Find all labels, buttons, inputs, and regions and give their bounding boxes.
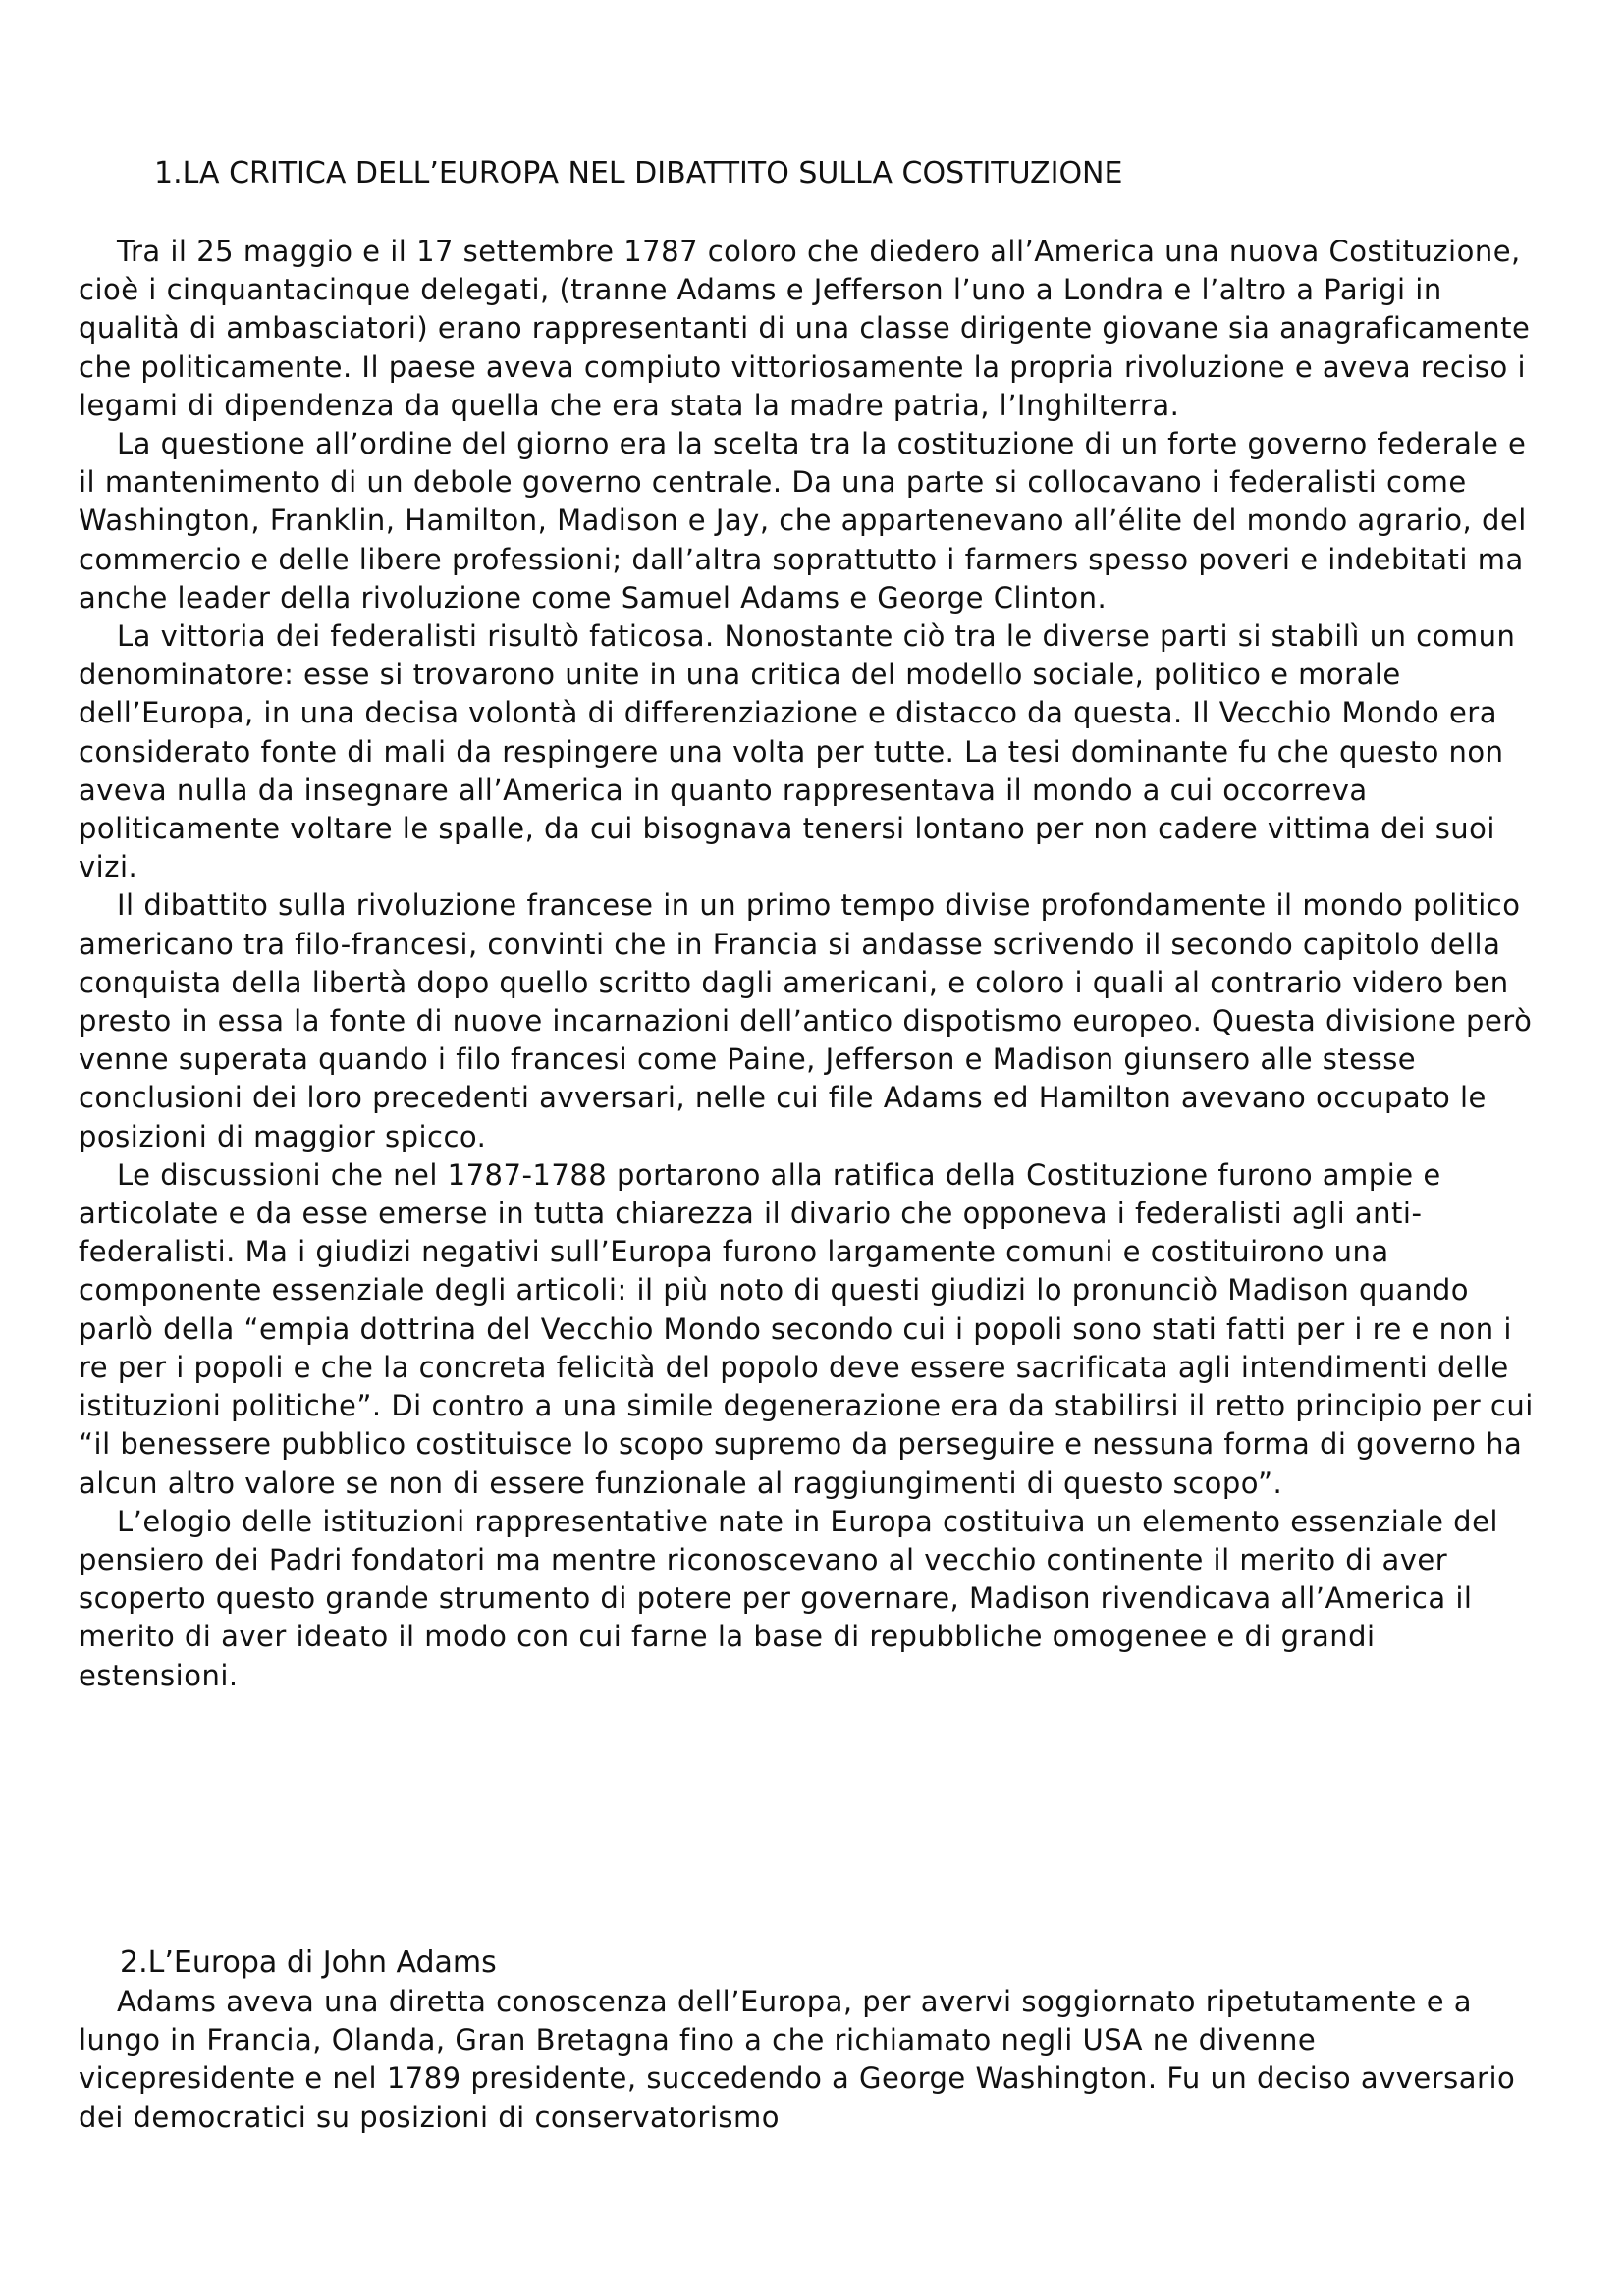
section-2-heading: 2.L’Europa di John Adams (120, 1946, 497, 1980)
paragraph: La questione all’ordine del giorno era la scelta tra la costituzione di un forte governo federale e il mantenimento di un debole governo centrale. Da una parte si collocavano i federalisti come Washington, Franklin, Hamilton, Madison e Jay, che appartenevano all’élite del mondo agrario, del commercio e delle libere professioni; dall’altra soprattutto i farmers spesso poveri e indebitati ma anche leader della rivoluzione come Samuel Adams e George Clinton. (79, 427, 1527, 614)
section-2 (79, 1944, 1542, 2137)
section-1-heading: 1.LA CRITICA DELL’EUROPA NEL DIBATTITO SULLA COSTITUZIONE (154, 156, 1123, 190)
section-1-body (79, 233, 1542, 1695)
paragraph: Le discussioni che nel 1787-1788 portarono alla ratifica della Costituzione furono ampie e articolate e da esse emerse in tutta chiarezza il divario che opponeva i federalisti agli anti-federalisti. Ma i giudizi negativi sull’Europa furono largamente comuni e costituirono una componente essenziale degli articoli: il più noto di questi giudizi lo pronunciò Madison quando parlò della “empia dottrina del Vecchio Mondo secondo cui i popoli sono stati fatti per i re e non i re per i popoli e che la concreta felicità del popolo deve essere sacrificata agli intendimenti delle istituzioni politiche”. Di contro a una simile degenerazione era da stabilirsi il retto principio per cui “il benessere pubblico costituisce lo scopo supremo da perseguire e nessuna forma di governo ha alcun altro valore se non di essere funzionale al raggiungimenti di questo scopo”. (79, 1157, 1534, 1500)
paragraph: Il dibattito sulla rivoluzione francese in un primo tempo divise profondamente il mondo politico americano tra filo-francesi, convinti che in Francia si andasse scrivendo il secondo capitolo della conquista della libertà dopo quello scritto dagli americani, e coloro i quali al contrario videro ben presto in essa la fonte di nuove incarnazioni dell’antico dispotismo europeo. Questa divisione però venne superata quando i filo francesi come Paine, Jefferson e Madison giunsero alle stesse conclusioni dei loro precedenti avversari, nelle cui file Adams ed Hamilton avevano occupato le posizioni di maggior spicco. (79, 888, 1533, 1153)
paragraph: Tra il 25 maggio e il 17 settembre 1787 coloro che diedero all’America una nuova Costituzione, cioè i cinquantacinque delegati, (tranne Adams e Jefferson l’uno a Londra e l’altro a Parigi in qualità di ambasciatori) erano rappresentanti di una classe dirigente giovane sia anagraficamente che politicamente. Il paese aveva compiuto vittoriosamente la propria rivoluzione e aveva reciso i legami di dipendenza da quella che era stata la madre patria, l’Inghilterra. (79, 235, 1531, 422)
paragraph: L’elogio delle istituzioni rappresentative nate in Europa costituiva un elemento essenziale del pensiero dei Padri fondatori ma mentre riconoscevano al vecchio continente il merito di aver scoperto questo grande strumento di potere per governare, Madison rivendicava all’America il merito di aver ideato il modo con cui farne la base di repubbliche omogenee e di grandi estensioni. (79, 1504, 1498, 1692)
paragraph: La vittoria dei federalisti risultò faticosa. Nonostante ciò tra le diverse parti si stabilì un comun denominatore: esse si trovarono unite in una critica del modello sociale, politico e morale dell’Europa, in una decisa volontà di differenziazione e distacco da questa. Il Vecchio Mondo era considerato fonte di mali da respingere una volta per tutte. La tesi dominante fu che questo non aveva nulla da insegnare all’America in quanto rappresentava il mondo a cui occorreva politicamente voltare le spalle, da cui bisognava tenersi lontano per non cadere vittima dei suoi vizi. (79, 619, 1516, 884)
paragraph: Adams aveva una diretta conoscenza dell’Europa, per avervi soggiornato ripetutamente e a lungo in Francia, Olanda, Gran Bretagna fino a che richiamato negli USA ne divenne vicepresidente e nel 1789 presidente, succedendo a George Washington. Fu un deciso avversario dei democratici su posizioni di conservatorismo (79, 1985, 1516, 2134)
section-1 (79, 154, 1542, 1695)
